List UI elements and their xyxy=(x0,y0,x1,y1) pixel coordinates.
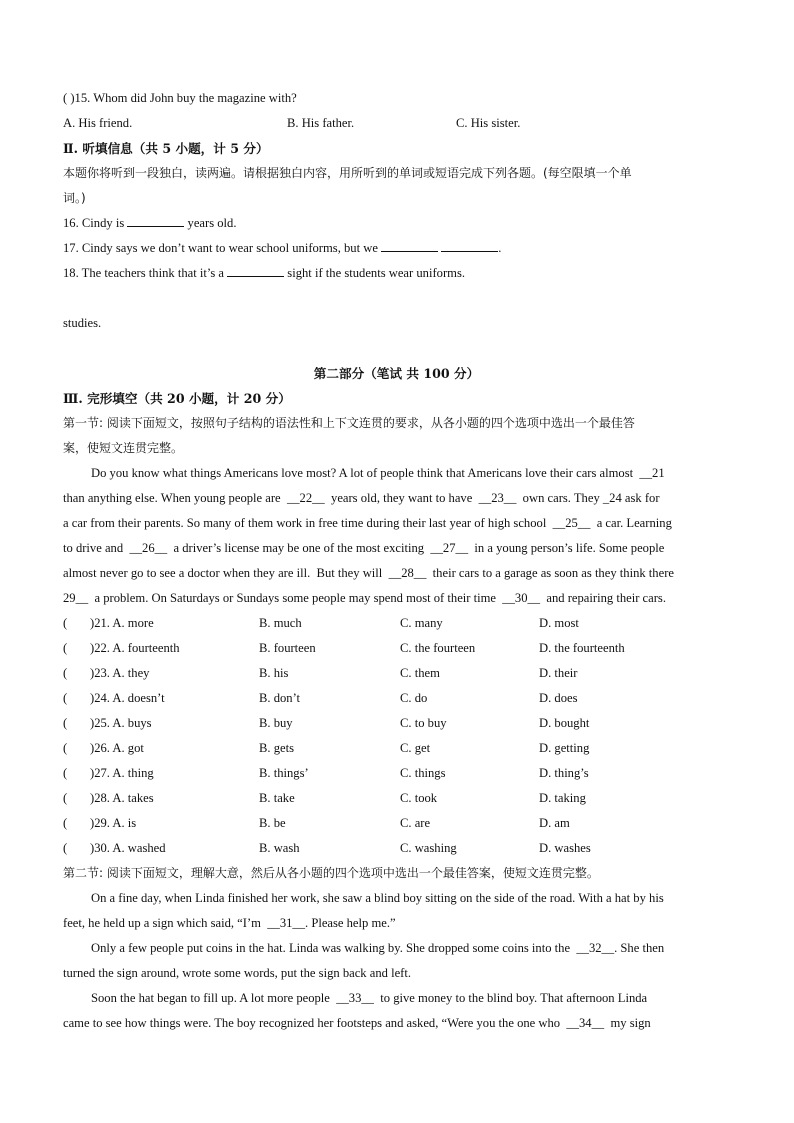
option-a: )21. A. more xyxy=(90,616,154,630)
option-a: )30. A. washed xyxy=(90,841,166,855)
cloze-question xyxy=(63,686,730,711)
option-d: D. their xyxy=(539,666,578,680)
option-b: B. gets xyxy=(259,741,294,755)
option-a: )27. A. thing xyxy=(90,766,154,780)
cloze-question xyxy=(63,811,730,836)
cloze-question xyxy=(63,661,730,686)
passage2-line: came to see how things were. The boy recognized her footsteps and asked, “Were you the one who __34__ my sign xyxy=(63,1016,651,1030)
option-c: C. them xyxy=(400,666,440,680)
option-b: B. his xyxy=(259,666,289,680)
q16-text: 16. Cindy is xyxy=(63,216,128,230)
option-a: )25. A. buys xyxy=(90,716,152,730)
cloze-question xyxy=(63,636,730,661)
option-a: )23. A. they xyxy=(90,666,150,680)
question-18 xyxy=(63,261,730,286)
answer-paren[interactable]: ( xyxy=(63,666,68,680)
passage2-line: Soon the hat began to fill up. A lot more people __33__ to give money to the blind boy. That afternoon Linda xyxy=(91,991,648,1005)
option-b: B. things’ xyxy=(259,766,309,780)
question-20 xyxy=(63,336,730,361)
cloze-questions xyxy=(63,611,730,861)
cloze-question xyxy=(63,611,730,636)
q16-text-end: years old. xyxy=(184,216,237,230)
passage-line: 29__ a problem. On Saturdays or Sundays some people may spend most of their time __30__ and repairing their cars. xyxy=(63,591,666,605)
answer-paren[interactable]: ( xyxy=(63,791,68,805)
part-2-title: 第二部分（笔试 共 100 分） xyxy=(313,366,480,381)
passage-line: a car from their parents. So many of them work in free time during their last year of high school __25__ a car. Learning xyxy=(63,516,672,530)
question-15-options xyxy=(63,111,730,136)
option-b: B. much xyxy=(259,616,302,630)
question-stem: ( )15. Whom did John buy the magazine with? xyxy=(63,91,297,105)
answer-blank[interactable] xyxy=(227,264,284,277)
option-a: )22. A. fourteenth xyxy=(90,641,180,655)
answer-blank[interactable] xyxy=(127,214,184,227)
option-d: D. thing’s xyxy=(539,766,589,780)
option-b: B. don’t xyxy=(259,691,301,705)
option-b: B. take xyxy=(259,791,295,805)
option-d: D. the fourteenth xyxy=(539,641,625,655)
question-17 xyxy=(63,236,730,261)
q17-text-end: . xyxy=(498,241,502,255)
cloze-question xyxy=(63,736,730,761)
question-15 xyxy=(63,86,730,111)
q18-text: 18. The teachers think that it’s a xyxy=(63,266,228,280)
answer-paren[interactable]: ( xyxy=(63,741,68,755)
option-c: C. to buy xyxy=(400,716,447,730)
answer-paren[interactable]: ( xyxy=(63,641,68,655)
option-b: B. fourteen xyxy=(259,641,316,655)
passage-line: almost never go to see a doctor when they are ill. But they will __28__ their cars to a garage as soon as they think there xyxy=(63,566,674,580)
passage2-line: feet, he held up a sign which said, “I’m __31__. Please help me.” xyxy=(63,916,396,930)
option-c: C. His sister. xyxy=(456,116,521,130)
option-c: C. washing xyxy=(400,841,457,855)
section-2-instruction: 本题你将听到一段独白，读两遍。请根据独白内容，用所听到的单词或短语完成下列各题。(每空限填一个单 xyxy=(63,166,632,180)
option-c: C. do xyxy=(400,691,428,705)
option-a: )24. A. doesn’t xyxy=(90,691,165,705)
option-a: A. His friend. xyxy=(63,116,133,130)
option-a: )28. A. takes xyxy=(90,791,154,805)
answer-paren[interactable]: ( xyxy=(63,691,68,705)
answer-paren[interactable]: ( xyxy=(63,841,68,855)
answer-paren[interactable]: ( xyxy=(63,616,68,630)
question-19 xyxy=(63,286,730,311)
option-b: B. His father. xyxy=(287,116,355,130)
cloze-question xyxy=(63,711,730,736)
exam-page xyxy=(63,86,730,1036)
cloze-question xyxy=(63,786,730,811)
passage2-line: turned the sign around, wrote some words, put the sign back and left. xyxy=(63,966,412,980)
question-16 xyxy=(63,211,730,236)
option-d: D. most xyxy=(539,616,579,630)
section-2-heading: Ⅱ. 听填信息（共 5 小题，计 5 分） xyxy=(63,141,269,156)
answer-blank[interactable] xyxy=(441,239,498,252)
section-3-instruction-cont: 案，使短文连贯完整。 xyxy=(63,441,184,455)
option-d: D. does xyxy=(539,691,578,705)
passage-line: than anything else. When young people are __22__ years old, they want to have __23__ own cars. They _24 ask for xyxy=(63,491,660,505)
option-d: D. washes xyxy=(539,841,591,855)
cloze-question xyxy=(63,761,730,786)
option-a: )26. A. got xyxy=(90,741,144,755)
passage-line: Do you know what things Americans love most? A lot of people think that Americans love their cars almost __21 xyxy=(91,466,665,480)
option-a: )29. A. is xyxy=(90,816,137,830)
option-d: D. am xyxy=(539,816,570,830)
passage2-line: On a fine day, when Linda finished her work, she saw a blind boy sitting on the side of the road. With a hat by his xyxy=(91,891,664,905)
option-c: C. things xyxy=(400,766,446,780)
option-d: D. getting xyxy=(539,741,590,755)
section-2-instruction-cont: 词。) xyxy=(63,191,86,205)
answer-paren[interactable]: ( xyxy=(63,716,68,730)
passage-line: to drive and __26__ a driver’s license may be one of the most exciting __27__ in a young person’s life. Some people xyxy=(63,541,665,555)
option-c: C. took xyxy=(400,791,438,805)
section-3-part-2-instruction: 第二节: 阅读下面短文，理解大意，然后从各小题的四个选项中选出一个最佳答案，使短文连贯完整。 xyxy=(63,866,599,880)
answer-paren[interactable]: ( xyxy=(63,816,68,830)
option-d: D. taking xyxy=(539,791,586,805)
option-c: C. many xyxy=(400,616,443,630)
q17-text: 17. Cindy says we don’t want to wear school uniforms, but we xyxy=(63,241,382,255)
cloze-question xyxy=(63,836,730,861)
passage2-line: Only a few people put coins in the hat. Linda was walking by. She dropped some coins into the __32__. She then xyxy=(91,941,665,955)
q18-text-end: sight if the students wear uniforms. xyxy=(284,266,465,280)
option-c: C. the fourteen xyxy=(400,641,476,655)
option-b: B. be xyxy=(259,816,286,830)
option-b: B. buy xyxy=(259,716,293,730)
answer-paren[interactable]: ( xyxy=(63,766,68,780)
option-d: D. bought xyxy=(539,716,590,730)
question-19-cont: studies. xyxy=(63,316,102,330)
option-c: C. get xyxy=(400,741,431,755)
section-3-heading: Ⅲ. 完形填空（共 20 小题，计 20 分） xyxy=(63,391,291,406)
section-3-instruction: 第一节: 阅读下面短文，按照句子结构的语法性和上下文连贯的要求，从各小题的四个选项中选出一个最佳答 xyxy=(63,416,635,430)
option-b: B. wash xyxy=(259,841,300,855)
option-c: C. are xyxy=(400,816,431,830)
answer-blank[interactable] xyxy=(381,239,438,252)
